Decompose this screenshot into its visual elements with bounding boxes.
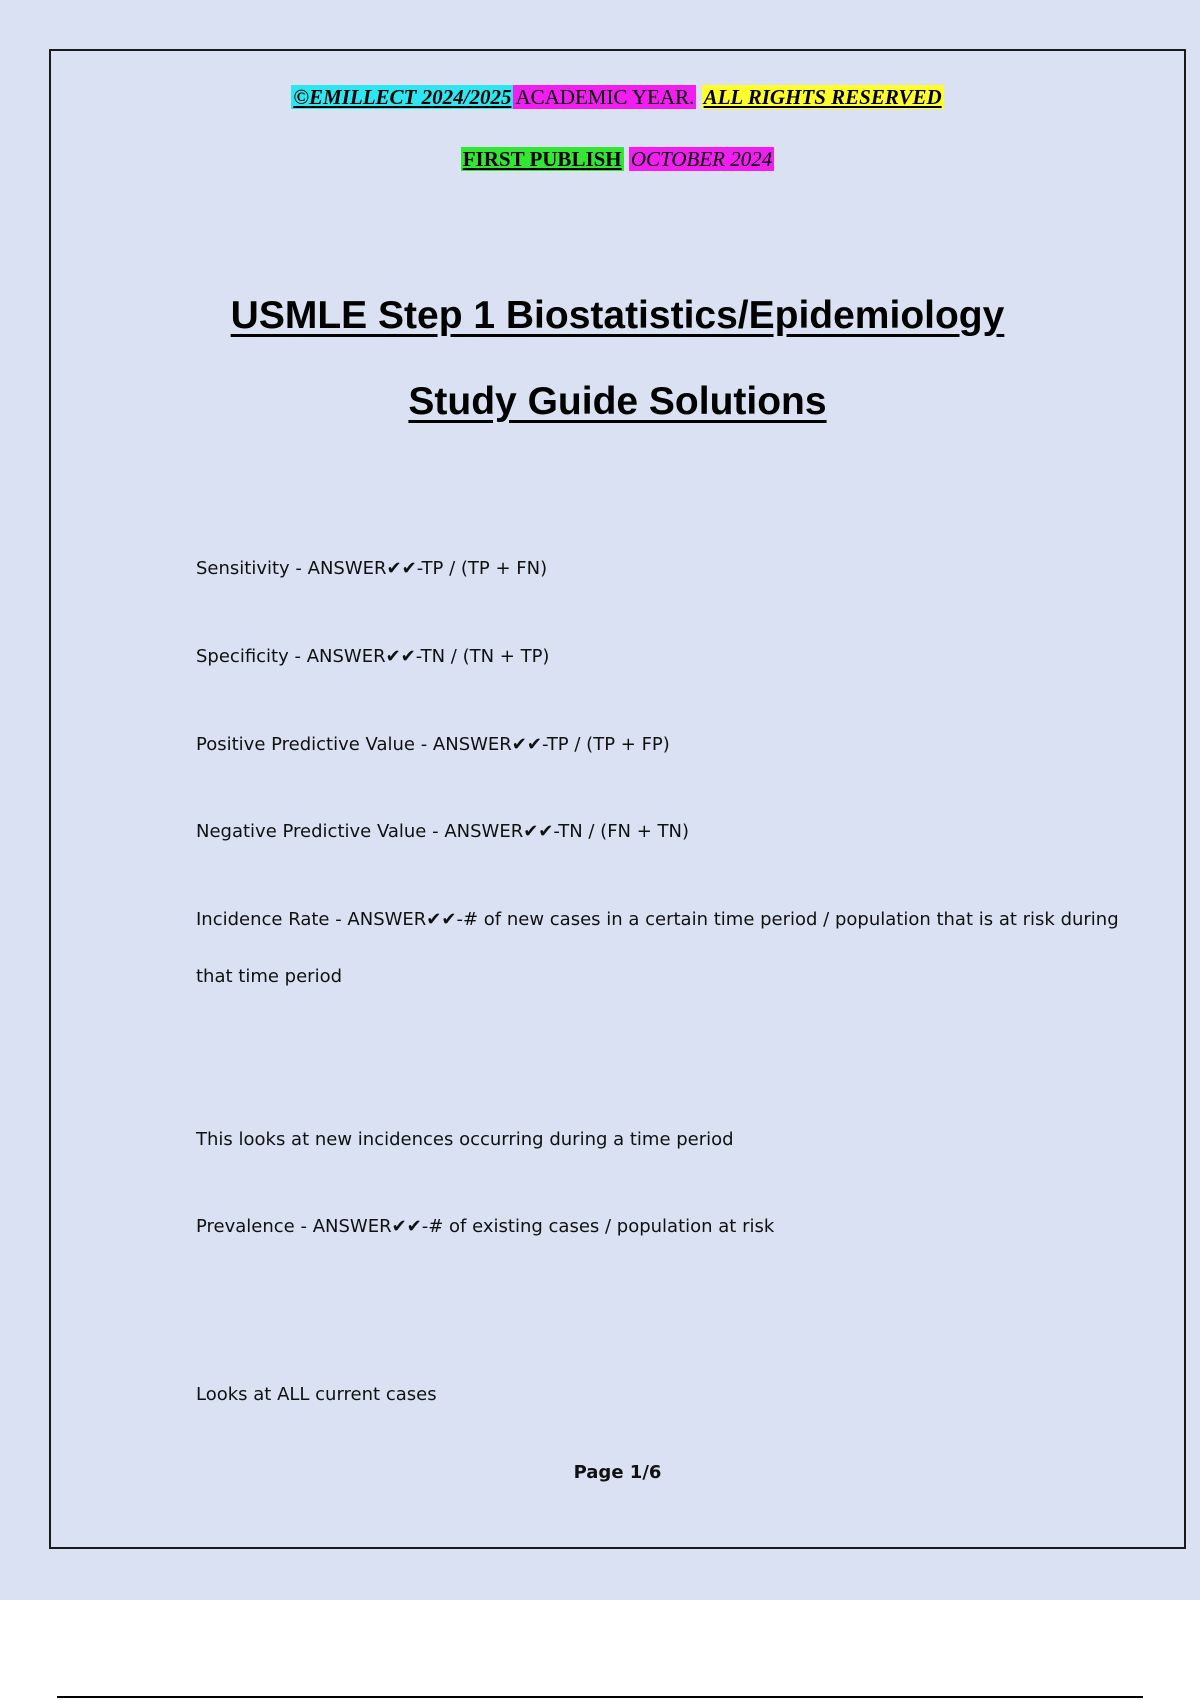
copyright-text: ©EMILLECT 2024/2025 <box>293 85 512 109</box>
entry-incidence-rate-continued: that time period <box>196 966 343 987</box>
entry-sensitivity: Sensitivity - ANSWER✔✔-TP / (TP + FN) <box>196 558 548 579</box>
entry-specificity: Specificity - ANSWER✔✔-TN / (TN + TP) <box>196 646 550 667</box>
entry-incidence-note: This looks at new incidences occurring during a time period <box>196 1129 734 1150</box>
academic-year-text: ACADEMIC YEAR. <box>515 85 695 109</box>
entry-npv: Negative Predictive Value - ANSWER✔✔-TN / (FN + TN) <box>196 821 690 842</box>
entry-prevalence-note: Looks at ALL current cases <box>196 1384 437 1405</box>
entry-incidence-rate: Incidence Rate - ANSWER✔✔-# of new cases in a certain time period / population that is at risk during <box>196 909 1119 930</box>
rights-text: ALL RIGHTS RESERVED <box>703 85 942 109</box>
publish-header <box>51 147 1184 172</box>
next-page-rule <box>57 1696 1143 1698</box>
publish-date-text: OCTOBER 2024 <box>630 147 773 171</box>
document-title-line-2: Study Guide Solutions <box>408 380 827 423</box>
copyright-header <box>51 85 1184 110</box>
page-frame <box>49 49 1186 1549</box>
entry-ppv: Positive Predictive Value - ANSWER✔✔-TP / (TP + FP) <box>196 734 670 755</box>
page-number: Page 1/6 <box>573 1462 662 1483</box>
first-publish-text: FIRST PUBLISH <box>462 147 622 171</box>
document-title-line-1: USMLE Step 1 Biostatistics/Epidemiology <box>230 294 1005 337</box>
entry-prevalence: Prevalence - ANSWER✔✔-# of existing cases / population at risk <box>196 1216 775 1237</box>
